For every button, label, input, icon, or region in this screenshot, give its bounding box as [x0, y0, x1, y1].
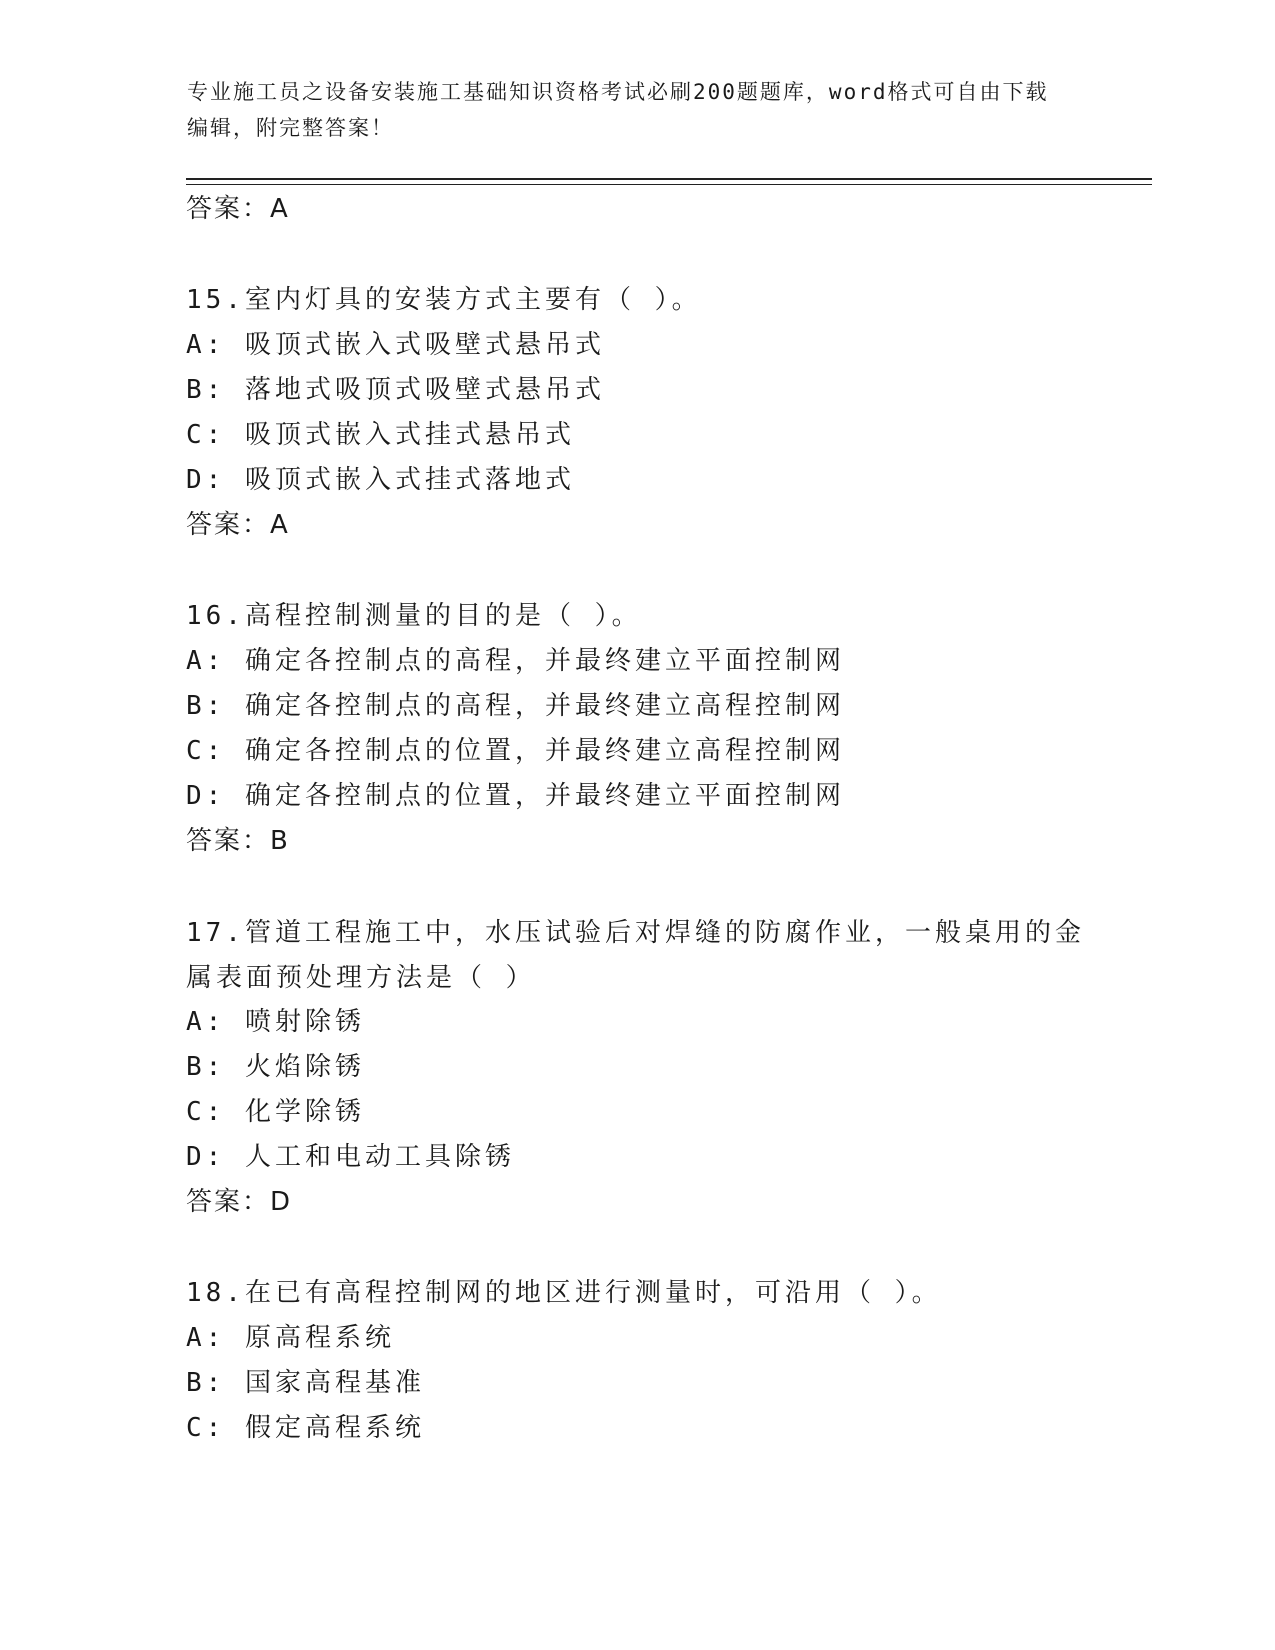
q18-option-a: A: 原高程系统 [186, 1323, 395, 1353]
q17-answer: 答案：D [186, 1187, 293, 1217]
q16-answer: 答案：B [186, 826, 290, 856]
q15-option-a: A: 吸顶式嵌入式吸壁式悬吊式 [186, 330, 605, 360]
header-rule-thin [186, 184, 1152, 185]
q17-option-c: C: 化学除锈 [186, 1097, 365, 1127]
q18-option-b: B: 国家高程基准 [186, 1368, 425, 1398]
q17-option-d: D: 人工和电动工具除锈 [186, 1142, 515, 1172]
q15-stem: 15.室内灯具的安装方式主要有（ ）。 [186, 285, 702, 315]
q16-option-c: C: 确定各控制点的位置，并最终建立高程控制网 [186, 736, 845, 766]
q15-answer: 答案：A [186, 510, 290, 540]
q16-stem: 16.高程控制测量的目的是（ ）。 [186, 601, 642, 631]
q18-option-c: C: 假定高程系统 [186, 1413, 425, 1443]
q15-option-d: D: 吸顶式嵌入式挂式落地式 [186, 465, 575, 495]
header-rule-thick [186, 178, 1152, 180]
page-header: 专业施工员之设备安装施工基础知识资格考试必刷200题题库，word格式可自由下载编辑，附完整答案！ [187, 80, 1049, 140]
q17-option-b: B: 火焰除锈 [186, 1052, 365, 1082]
answer-prev: 答案：A [186, 194, 290, 224]
q16-option-b: B: 确定各控制点的高程，并最终建立高程控制网 [186, 691, 845, 721]
q15-option-b: B: 落地式吸顶式吸壁式悬吊式 [186, 375, 605, 405]
q16-option-d: D: 确定各控制点的位置，并最终建立平面控制网 [186, 781, 845, 811]
q15-option-c: C: 吸顶式嵌入式挂式悬吊式 [186, 420, 575, 450]
q17-option-a: A: 喷射除锈 [186, 1007, 365, 1037]
q16-option-a: A: 确定各控制点的高程，并最终建立平面控制网 [186, 646, 845, 676]
q18-stem: 18.在已有高程控制网的地区进行测量时，可沿用（ ）。 [186, 1278, 942, 1308]
q17-stem: 17.管道工程施工中，水压试验后对焊缝的防腐作业，一般桌用的金属表面预处理方法是（ ） [186, 918, 1085, 993]
